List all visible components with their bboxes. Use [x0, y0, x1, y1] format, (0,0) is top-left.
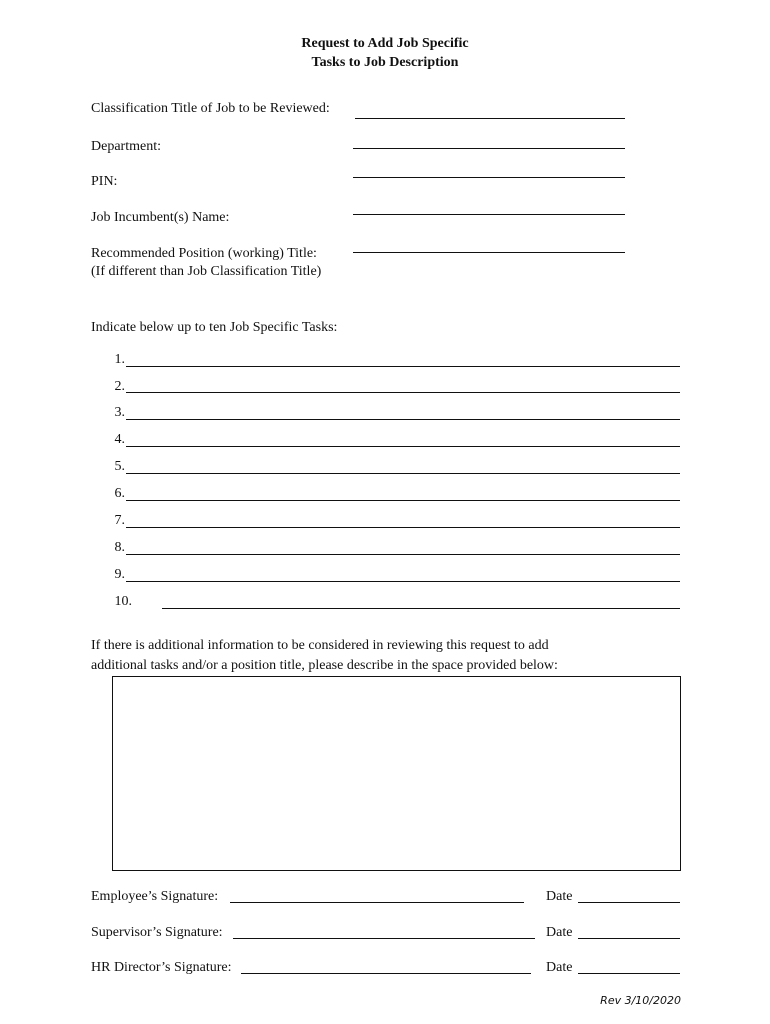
task-line — [126, 473, 680, 474]
additional-info-text-line2: additional tasks and/or a position title, please describe in the space provided below: — [91, 658, 558, 673]
pin-label: PIN: — [91, 174, 118, 189]
job-incumbent-field[interactable] — [355, 197, 623, 213]
additional-info-box[interactable] — [112, 676, 681, 871]
task-number: 8. — [114, 540, 125, 555]
job-incumbent-line — [353, 214, 625, 215]
task-number: 10. — [114, 594, 132, 609]
pin-line — [353, 177, 625, 178]
pin-field[interactable] — [355, 160, 623, 176]
position-title-label: Recommended Position (working) Title: — [91, 246, 317, 261]
task-field-6[interactable] — [128, 483, 678, 499]
supervisor-date-line[interactable] — [578, 938, 680, 939]
task-field-7[interactable] — [128, 510, 678, 526]
task-field-5[interactable] — [128, 456, 678, 472]
task-field-8[interactable] — [128, 537, 678, 553]
classification-title-label: Classification Title of Job to be Reviewed: — [91, 101, 330, 116]
task-number: 7. — [114, 513, 125, 528]
task-field-4[interactable] — [128, 429, 678, 445]
task-number: 1. — [114, 352, 125, 367]
form-title-line2: Tasks to Job Description — [311, 55, 459, 70]
task-number: 5. — [114, 459, 125, 474]
task-line — [126, 419, 680, 420]
employee-signature-line[interactable] — [230, 902, 524, 903]
classification-title-line — [355, 118, 625, 119]
department-field[interactable] — [355, 131, 623, 147]
task-line — [126, 554, 680, 555]
form-title-line1: Request to Add Job Specific — [301, 36, 469, 51]
supervisor-signature-label: Supervisor’s Signature: — [91, 925, 223, 940]
employee-date-label: Date — [546, 889, 573, 904]
task-line — [126, 392, 680, 393]
job-incumbent-label: Job Incumbent(s) Name: — [91, 210, 230, 225]
department-line — [353, 148, 625, 149]
hr-director-date-line[interactable] — [578, 973, 680, 974]
task-field-9[interactable] — [128, 564, 678, 580]
position-title-note: (If different than Job Classification Title) — [91, 264, 322, 279]
hr-director-signature-label: HR Director’s Signature: — [91, 960, 232, 975]
tasks-heading: Indicate below up to ten Job Specific Tasks: — [91, 320, 338, 335]
task-line — [126, 500, 680, 501]
employee-signature-label: Employee’s Signature: — [91, 889, 219, 904]
task-line — [126, 527, 680, 528]
task-number: 3. — [114, 405, 125, 420]
additional-info-text-line1: If there is additional information to be considered in reviewing this request to add — [91, 638, 549, 653]
task-line — [162, 608, 680, 609]
task-number: 4. — [114, 432, 125, 447]
task-field-3[interactable] — [128, 402, 678, 418]
task-field-2[interactable] — [128, 375, 678, 391]
hr-director-date-label: Date — [546, 960, 573, 975]
task-field-1[interactable] — [128, 349, 678, 365]
task-line — [126, 366, 680, 367]
employee-date-line[interactable] — [578, 902, 680, 903]
position-title-field[interactable] — [355, 235, 623, 251]
position-title-line — [353, 252, 625, 253]
task-number: 6. — [114, 486, 125, 501]
classification-title-field[interactable] — [357, 101, 623, 117]
department-label: Department: — [91, 139, 161, 154]
hr-director-signature-line[interactable] — [241, 973, 531, 974]
task-field-10[interactable] — [164, 591, 678, 607]
supervisor-signature-line[interactable] — [233, 938, 535, 939]
task-number: 2. — [114, 379, 125, 394]
task-number: 9. — [114, 567, 125, 582]
task-line — [126, 446, 680, 447]
supervisor-date-label: Date — [546, 925, 573, 940]
revision-date: Rev 3/10/2020 — [600, 994, 681, 1007]
task-line — [126, 581, 680, 582]
